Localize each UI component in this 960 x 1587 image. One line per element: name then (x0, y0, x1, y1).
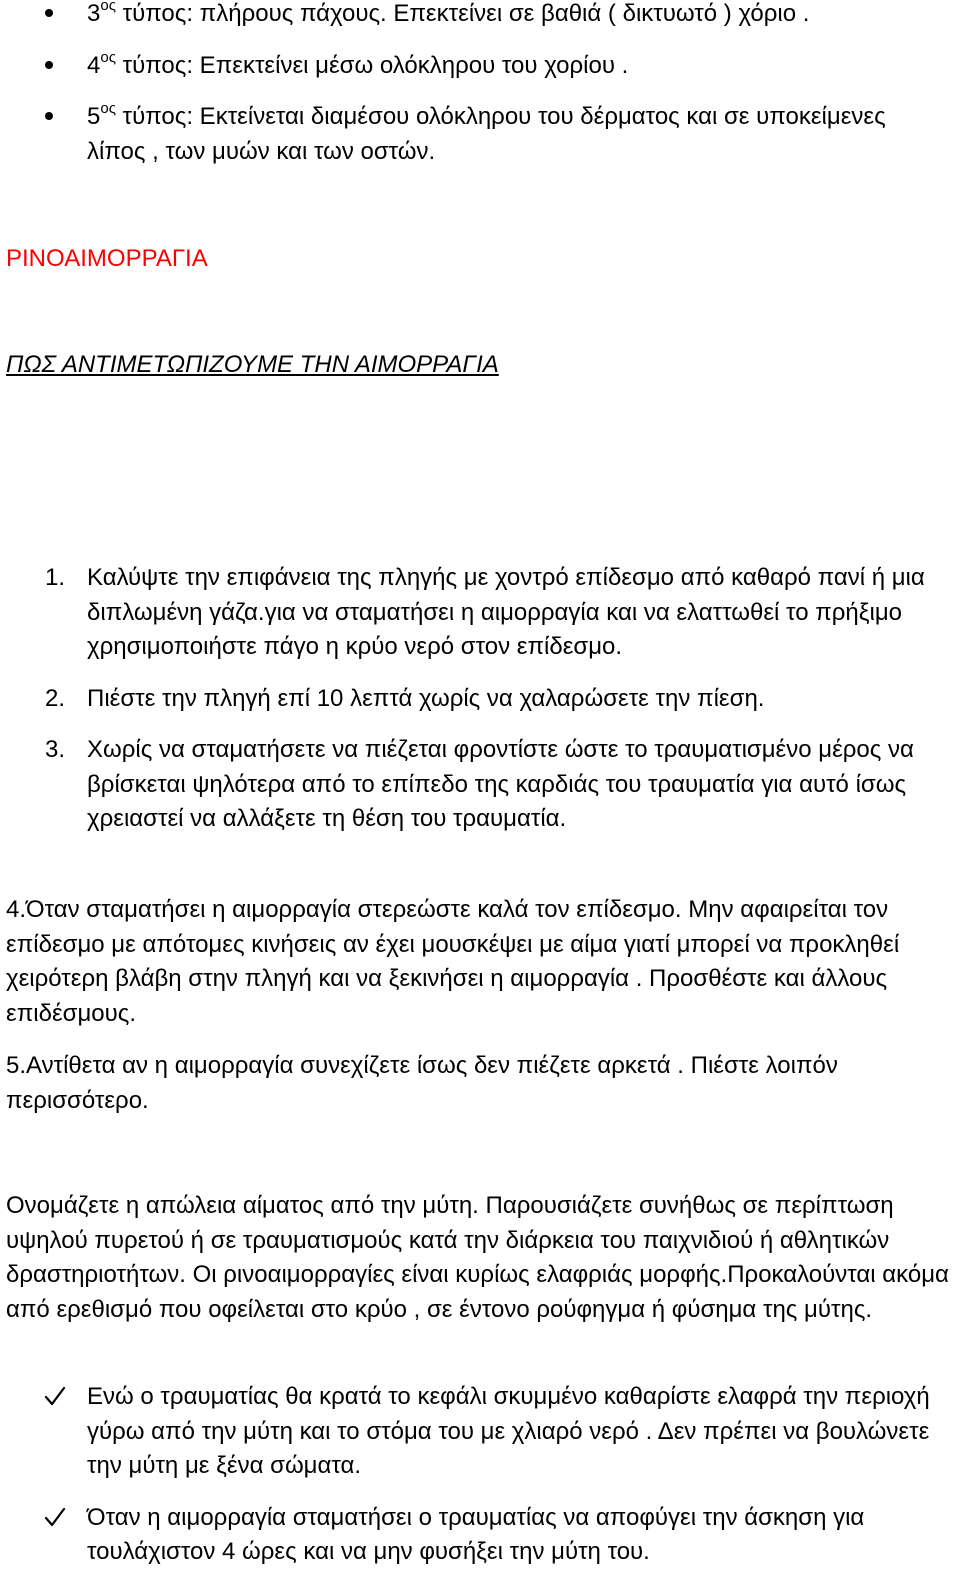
item-number: 4 (87, 51, 101, 79)
item-number: 3 (87, 0, 101, 27)
step-four-paragraph: 4.Όταν σταματήσει η αιμορραγία στερεώστε καλά τον επίδεσμο. Μην αφαιρείται τον επίδεσμο με απότομες κινήσεις αν έχει μουσκέψει με αίμα γιατί μπορεί να προκληθεί χειρότερη βλάβη στην πληγή και να ξεκινήσει η αιμορραγία . Προσθέστε και άλλους επιδέσμους. (6, 896, 900, 1027)
bullet-dot-icon (45, 112, 53, 120)
check-item (0, 1380, 947, 1484)
steps-list (0, 561, 960, 854)
step-marker: 2. (45, 684, 66, 712)
item-text: τύπος: πλήρους πάχους. Επεκτείνει σε βαθιά ( δικτυωτό ) χόριο . (115, 0, 810, 27)
checkmark-icon (44, 1385, 66, 1407)
step-five-paragraph: 5.Αντίθετα αν η αιμορραγία συνεχίζετε ίσως δεν πιέζετε αρκετά . Πιέστε λοιπόν περισσότερο. (6, 1052, 838, 1114)
ordinal-suffix: ος (100, 48, 116, 66)
check-list (0, 1380, 960, 1587)
checkmark-icon (44, 1506, 66, 1528)
check-text: Ενώ ο τραυματίας θα κρατά το κεφάλι σκυμμένο καθαρίστε ελαφρά την περιοχή γύρω από την μύτη και το στόμα του με χλιαρό νερό . Δεν πρέπει να βουλώνετε την μύτη με ξένα σώματα. (87, 1383, 930, 1479)
step-text: Χωρίς να σταματήσετε να πιέζεται φροντίστε ώστε το τραυματισμένο μέρος να βρίσκεται ψηλότερα από το επίπεδο της καρδιάς του τραυματία για αυτό ίσως χρειαστεί να αλλάξετε τη θέση του τραυματία. (87, 736, 914, 832)
bullet-dot-icon (45, 9, 53, 17)
check-text: Όταν η αιμορραγία σταματήσει ο τραυματίας να αποφύγει την άσκηση για τουλάχιστον 4 ώρες και να μην φυσήξει την μύτη του. (87, 1503, 865, 1565)
step-item (0, 733, 947, 837)
step-item (0, 682, 947, 717)
list-item (0, 100, 937, 169)
subsection-title: ΠΩΣ ΑΝΤΙΜΕΤΩΠΙΖΟΥΜΕ ΤΗΝ ΑΙΜΟΡΡΑΓΙΑ (6, 351, 499, 378)
step-text: Καλύψτε την επιφάνεια της πληγής με χοντρό επίδεσμο από καθαρό πανί ή μια διπλωμένη γάζα.για να σταματήσει η αιμορραγία και να ελαττωθεί το πρήξιμο χρησιμοποιήστε πάγο η κρύο νερό στον επίδεσμο. (87, 564, 925, 660)
check-item (0, 1501, 947, 1570)
list-item (0, 0, 937, 32)
item-text: τύπος: Επεκτείνει μέσω ολόκληρου του χορίου . (115, 51, 629, 79)
item-text: τύπος: Εκτείνεται διαμέσου ολόκληρου του δέρματος και σε υποκείμενες λίπος , των μυών και των οστών. (87, 103, 886, 165)
list-item (0, 49, 937, 84)
step-marker: 3. (45, 736, 66, 763)
ordinal-suffix: ος (100, 100, 116, 117)
description-paragraph: Ονομάζετε η απώλεια αίματος από την μύτη. Παρουσιάζετε συνήθως σε περίπτωση υψηλού πυρετού ή σε τραυματισμούς κατά την διάρκεια του παιχνιδιού ή αθλητικών δραστηριοτήτων. Οι ρινοαιμορραγίες είναι κυρίως ελαφριάς μορφής.Προκαλούνται ακόμα από ερεθισμό που οφείλεται στο κρύο , σε έντονο ρούφηγμα ή φύσημα της μύτης. (6, 1192, 949, 1323)
step-marker: 1. (45, 564, 66, 591)
section-title: ΡΙΝΟΑΙΜΟΡΡΑΓΙΑ (6, 245, 208, 272)
step-text: Πιέστε την πληγή επί 10 λεπτά χωρίς να χαλαρώσετε την πίεση. (87, 684, 765, 712)
burn-types-list (0, 0, 960, 186)
item-number: 5 (87, 103, 101, 130)
step-item (0, 561, 947, 665)
bullet-dot-icon (45, 61, 53, 69)
ordinal-suffix: ος (100, 0, 116, 14)
